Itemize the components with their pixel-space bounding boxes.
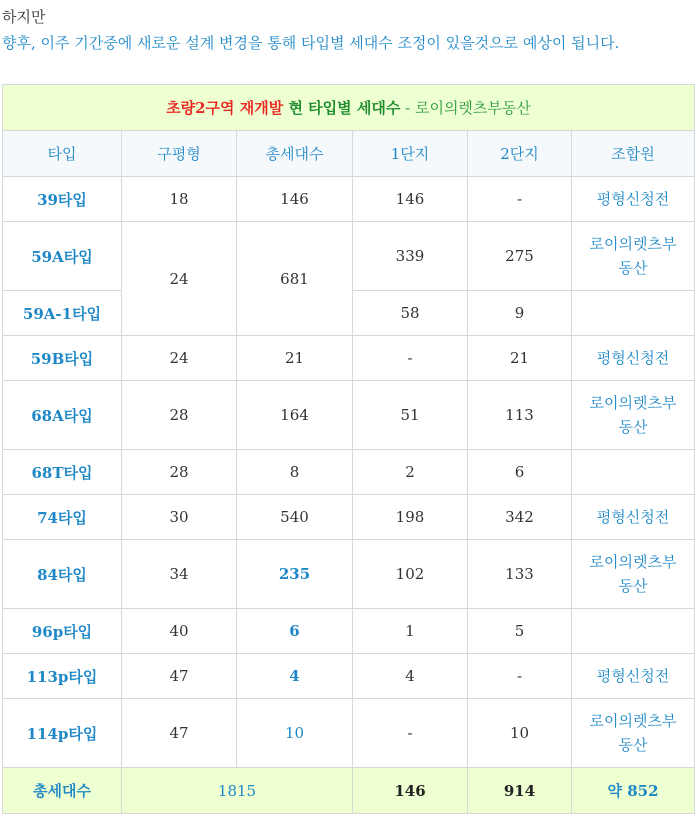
header-type: 타입 <box>3 131 122 177</box>
row-total: 681 <box>237 222 353 336</box>
header-association: 조합원 <box>572 131 695 177</box>
assoc-line-1: 로이의렛츠부 <box>589 553 677 571</box>
header-complex2: 2단지 <box>468 131 572 177</box>
table-row <box>3 609 695 654</box>
row-complex1: 2 <box>353 450 468 495</box>
table-row <box>3 177 695 222</box>
row-complex1: 1 <box>353 609 468 654</box>
assoc-line-1: 로이의렛츠부 <box>589 394 677 412</box>
row-pyeong: 28 <box>122 450 237 495</box>
row-complex2: 9 <box>468 291 572 336</box>
row-association <box>572 540 695 609</box>
row-type: 59A타입 <box>3 222 122 291</box>
row-total: 540 <box>237 495 353 540</box>
row-association: 평형신청전 <box>572 177 695 222</box>
table-row <box>3 336 695 381</box>
intro-line-2: 향후, 이주 기간중에 새로운 설계 변경을 통해 타입별 세대수 조정이 있을것으로 예상이 됩니다. <box>2 34 620 52</box>
row-complex2: 133 <box>468 540 572 609</box>
row-association <box>572 381 695 450</box>
row-pyeong: 18 <box>122 177 237 222</box>
row-association: 평형신청전 <box>572 336 695 381</box>
row-type: 114p타입 <box>3 699 122 768</box>
intro-text <box>2 4 619 56</box>
table-title-row <box>3 85 695 131</box>
table-row <box>3 222 695 291</box>
header-total: 총세대수 <box>237 131 353 177</box>
table-header-row <box>3 131 695 177</box>
row-complex2: 10 <box>468 699 572 768</box>
row-complex1: 146 <box>353 177 468 222</box>
row-type: 84타입 <box>3 540 122 609</box>
row-type: 68A타입 <box>3 381 122 450</box>
row-type: 68T타입 <box>3 450 122 495</box>
total-complex2: 914 <box>468 768 572 814</box>
total-complex1: 146 <box>353 768 468 814</box>
table-row <box>3 450 695 495</box>
row-pyeong: 34 <box>122 540 237 609</box>
row-type: 74타입 <box>3 495 122 540</box>
header-pyeong: 구평형 <box>122 131 237 177</box>
row-complex1: - <box>353 336 468 381</box>
table-row <box>3 381 695 450</box>
row-total: 164 <box>237 381 353 450</box>
row-association <box>572 291 695 336</box>
total-households: 1815 <box>122 768 353 814</box>
table-row <box>3 495 695 540</box>
row-type: 96p타입 <box>3 609 122 654</box>
row-complex2: 275 <box>468 222 572 291</box>
row-pyeong: 24 <box>122 336 237 381</box>
row-type: 59B타입 <box>3 336 122 381</box>
row-complex2: - <box>468 654 572 699</box>
row-association <box>572 609 695 654</box>
table-title-part3: - 로이의렛츠부동산 <box>400 99 531 117</box>
row-complex2: 21 <box>468 336 572 381</box>
assoc-line-2: 동산 <box>618 736 648 754</box>
table-row <box>3 654 695 699</box>
total-label: 총세대수 <box>3 768 122 814</box>
assoc-line-1: 로이의렛츠부 <box>589 712 677 730</box>
row-complex2: - <box>468 177 572 222</box>
row-pyeong: 47 <box>122 699 237 768</box>
table-row <box>3 699 695 768</box>
row-complex1: 198 <box>353 495 468 540</box>
table-title-part2: 현 타입별 세대수 <box>288 99 401 117</box>
row-complex2: 6 <box>468 450 572 495</box>
row-total: 10 <box>237 699 353 768</box>
assoc-line-2: 동산 <box>618 418 648 436</box>
row-type: 113p타입 <box>3 654 122 699</box>
row-type: 39타입 <box>3 177 122 222</box>
row-pyeong: 47 <box>122 654 237 699</box>
table-title <box>3 85 695 131</box>
table-title-part1: 초량2구역 재개발 <box>166 99 284 117</box>
row-pyeong: 40 <box>122 609 237 654</box>
row-complex1: 339 <box>353 222 468 291</box>
row-complex1: 58 <box>353 291 468 336</box>
row-complex2: 342 <box>468 495 572 540</box>
row-association <box>572 450 695 495</box>
intro-line-1: 하지만 <box>2 8 46 26</box>
assoc-line-2: 동산 <box>618 577 648 595</box>
row-total: 21 <box>237 336 353 381</box>
row-total: 6 <box>237 609 353 654</box>
row-association <box>572 222 695 291</box>
row-complex1: 51 <box>353 381 468 450</box>
row-complex1: 102 <box>353 540 468 609</box>
row-association: 평형신청전 <box>572 654 695 699</box>
total-association: 약 852 <box>572 768 695 814</box>
table-row <box>3 540 695 609</box>
row-pyeong: 30 <box>122 495 237 540</box>
row-type: 59A-1타입 <box>3 291 122 336</box>
row-pyeong: 24 <box>122 222 237 336</box>
row-total: 8 <box>237 450 353 495</box>
row-complex2: 5 <box>468 609 572 654</box>
row-complex1: 4 <box>353 654 468 699</box>
row-total: 146 <box>237 177 353 222</box>
row-association: 평형신청전 <box>572 495 695 540</box>
assoc-line-1: 로이의렛츠부 <box>589 235 677 253</box>
assoc-line-2: 동산 <box>618 259 648 277</box>
row-complex1: - <box>353 699 468 768</box>
row-pyeong: 28 <box>122 381 237 450</box>
row-association <box>572 699 695 768</box>
row-total: 4 <box>237 654 353 699</box>
row-total: 235 <box>237 540 353 609</box>
household-table <box>2 84 695 814</box>
header-complex1: 1단지 <box>353 131 468 177</box>
row-complex2: 113 <box>468 381 572 450</box>
table-total-row <box>3 768 695 814</box>
